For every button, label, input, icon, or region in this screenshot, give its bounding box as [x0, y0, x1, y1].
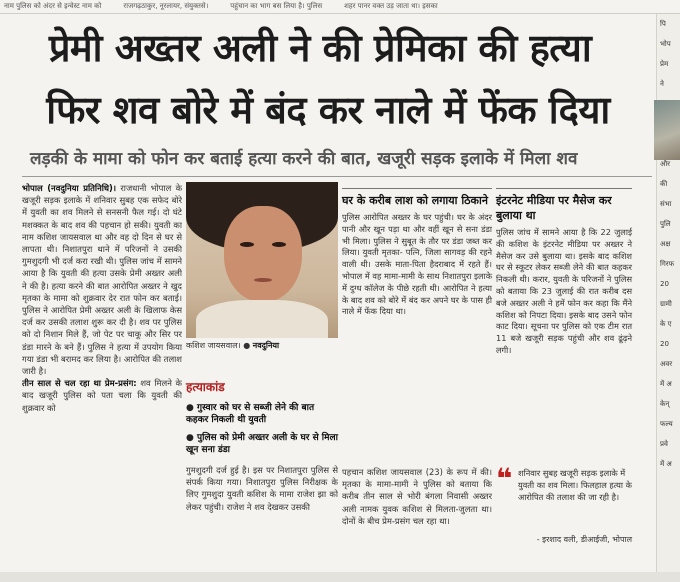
divider: [22, 176, 652, 177]
bottom-edge: [0, 572, 680, 582]
article-column-2: गुमशुदगी दर्ज हुई है। इस पर निशातपुरा पुलिस से संपर्क किया गया। निशातपुरा पुलिस निरीक्षक के लिए गुमशुदा युवती कशिश के मामा राजेश झा को लेकर पहुंची। राजेश ने शव देखकर उसकी: [186, 465, 338, 512]
top-strip-text: नाम पुलिस को अंदर से इन्वेस्ट नाम को: [4, 2, 102, 10]
edge-fragment: संभा: [660, 200, 672, 208]
sidebar-box-2: [496, 188, 632, 460]
edge-fragment: केन्: [660, 400, 670, 408]
edge-fragment: प्रवे: [660, 440, 668, 448]
edge-fragment: प्रेम: [660, 60, 669, 68]
box-heading: इंटरनेट मीडिया पर मैसेज कर बुलाया था: [496, 194, 612, 222]
highlight-text: पुलिस को प्रेमी अख्तर अली के घर से मिला खून सना डंडा: [186, 433, 338, 455]
section-label: हत्याकांड: [186, 380, 225, 394]
photo-caption: कशिश जायसवाल। ● नवदुनिया: [186, 341, 280, 350]
article-column-1: [22, 182, 182, 562]
edge-fragment: और: [660, 160, 671, 168]
subheadline: लड़की के मामा को फोन कर बताई हत्या करने की बात, खजूरी सड़क इलाके में मिला शव: [30, 149, 578, 169]
caption-name: कशिश जायसवाल।: [186, 341, 241, 350]
highlight-1: [186, 402, 338, 426]
highlight-text: गुस्वार को घर से सब्जी लेने की बात कहकर निकली थी युवती: [186, 403, 315, 425]
edge-fragment: में अ: [660, 380, 672, 388]
edge-fragment: अक्ष: [660, 240, 671, 248]
box-heading: घर के करीब लाश को लगाया ठिकाने: [342, 194, 488, 207]
section-subhead: तीन साल से चल रहा था प्रेम-प्रसंग:: [22, 378, 137, 389]
edge-fragment: ने: [660, 80, 664, 88]
dateline: भोपाल (नवदुनिया प्रतिनिधि)।: [22, 183, 117, 193]
quote-text: शनिवार सुबह खजूरी सड़क इलाके में युवती का शव मिला। फिलहाल हत्या के आरोपित की तलाश की जा रही है।: [518, 468, 632, 502]
edge-fragment: गिरफ: [660, 260, 675, 268]
quote-signature: - इरशाद वली, डीआईजी, भोपाल: [536, 535, 632, 544]
top-strip: [0, 0, 680, 14]
top-strip-text: शहर पानर वक्त उड़ जाता था। इसका: [344, 2, 438, 10]
adjacent-photo: [654, 100, 680, 160]
top-strip-text: राजगढ़ठाकुर, नूरलायर, संयुक्तसे।: [123, 2, 209, 10]
edge-fragment: ग्रामी: [660, 300, 672, 308]
official-quote: [496, 462, 632, 576]
edge-fragment: की: [660, 180, 668, 188]
article-column-3: पहचान कशिश जायसवाल (23) के रूप में की। मृतका के मामा-मामी ने पुलिस को बताया कि करीब तीन साल से भोरी बंगला निवासी अख्तर अली नामक युवक कशिश से मिलता-जुलता था। दोनों के बीच प्रेम-प्रसंग चल रहा था।: [342, 467, 492, 526]
headline-line-1: प्रेमी अख्तर अली ने की प्रेमिका की हत्या: [48, 26, 592, 70]
top-strip-text: पहुंचान का भाग बस लिया है। पुलिस: [230, 2, 323, 10]
sidebar-box-1: [342, 188, 492, 460]
edge-fragment: भोप: [660, 40, 671, 48]
edge-fragment: 20: [660, 340, 669, 348]
edge-fragment: के ए: [660, 320, 672, 328]
edge-fragment: पुलि: [660, 220, 671, 228]
box-body: पुलिस जांच में सामने आया है कि 22 जुलाई की कशिश के इंटरनेट मीडिया पर अख्तर ने मैसेज कर उसे बुलाया था। इसके बाद कशिश घर से स्कूटर लेकर सब्जी लेने की बात कहकर निकली थी। करार, युवती के परिजनों ने पुलिस को बताया कि 23 जुलाई की रात करीब दस बजे अख्तर अली ने हमें फोन कर कहा कि मैंने कशिश को निपटा दिया। इसके बाद उसने फोन काट दिया। सूचना पर पुलिस को एक टीम रात 11 बजे खजूरी सड़क पहुंची और शव ढूंढ़ने लगी।: [496, 227, 632, 355]
article-body-2: शव मिलने के बाद खजूरी पुलिस को पता चला कि युवती की शुक्रवार को: [22, 378, 182, 413]
edge-fragment: 20: [660, 280, 669, 288]
quote-mark-icon: ❝: [496, 462, 513, 495]
edge-fragment: पि: [660, 20, 666, 28]
bullet-icon: ●: [186, 403, 197, 413]
bullet-icon: ●: [186, 433, 197, 443]
highlight-2: [186, 432, 338, 456]
victim-photo: [186, 182, 338, 338]
edge-fragment: फल्य: [660, 420, 673, 428]
box-body: पुलिस आरोपित अख्तर के घर पहुंची। घर के अंदर पानी और खून पड़ा था और वहीं खून से सना डंडा भी मिला। पुलिस ने सुबूत के तौर पर डंडा जब्त कर लिया। युवती मृतका- पत्नि, जिला सागवड़ की रहने वाली थी। उसके माता-पिता हैदराबाद में रहते हैं। भोपाल में वह मामा-मामी के साथ निशातपुरा इलाके में दुग्ध कॉलेज के पीछे रहती थी। आरोपित ने हत्या के बाद शव को बोरे में बंद कर अपने घर के पास ही नाले में फेंक दिया था।: [342, 212, 492, 317]
edge-fragment: में अ: [660, 460, 672, 468]
article-body: राजधानी भोपाल के खजूरी सड़क इलाके में शनिवार सुबह एक सफेद बोरे में युवती का शव मिलने से सनसनी फैल गई। दो घंटे मशक्कत के बाद शव की पहचान हो सकी। युवती का नाम कशिश जायसवाल था और वह दो दिन से घर से लापता थी। निशातपुरा थाने में परिजनों ने उसकी गुमशुदगी भी दर्ज करा रखी थी। पुलिस जांच में सामने आया है कि युवती की हत्या उसके प्रेमी अख्तर अली ने की है। हत्या करने की बात आरोपित अख्तर ने खुद मृतका के मामा को शुक्रवार देर रात फोन कर बताई। पुलिस ने आरोपित प्रेमी अख्तर अली के खिलाफ केस दर्ज कर उसकी तलाश शुरू कर दी है। शव पर पुलिस को दो निशान मिले हैं, जो पेट पर चाकू और सिर पर डंडा मारने के बने हैं। पुलिस ने हत्या में उपयोग किया गया डंडा भी बरामद कर लिया है। आरोपित की तलाश जारी है।: [22, 183, 182, 377]
edge-fragment: अवर: [660, 360, 673, 368]
caption-source: नवदुनिया: [252, 341, 280, 350]
headline-line-2: फिर शव बोरे में बंद कर नाले में फेंक दिया: [46, 88, 610, 132]
